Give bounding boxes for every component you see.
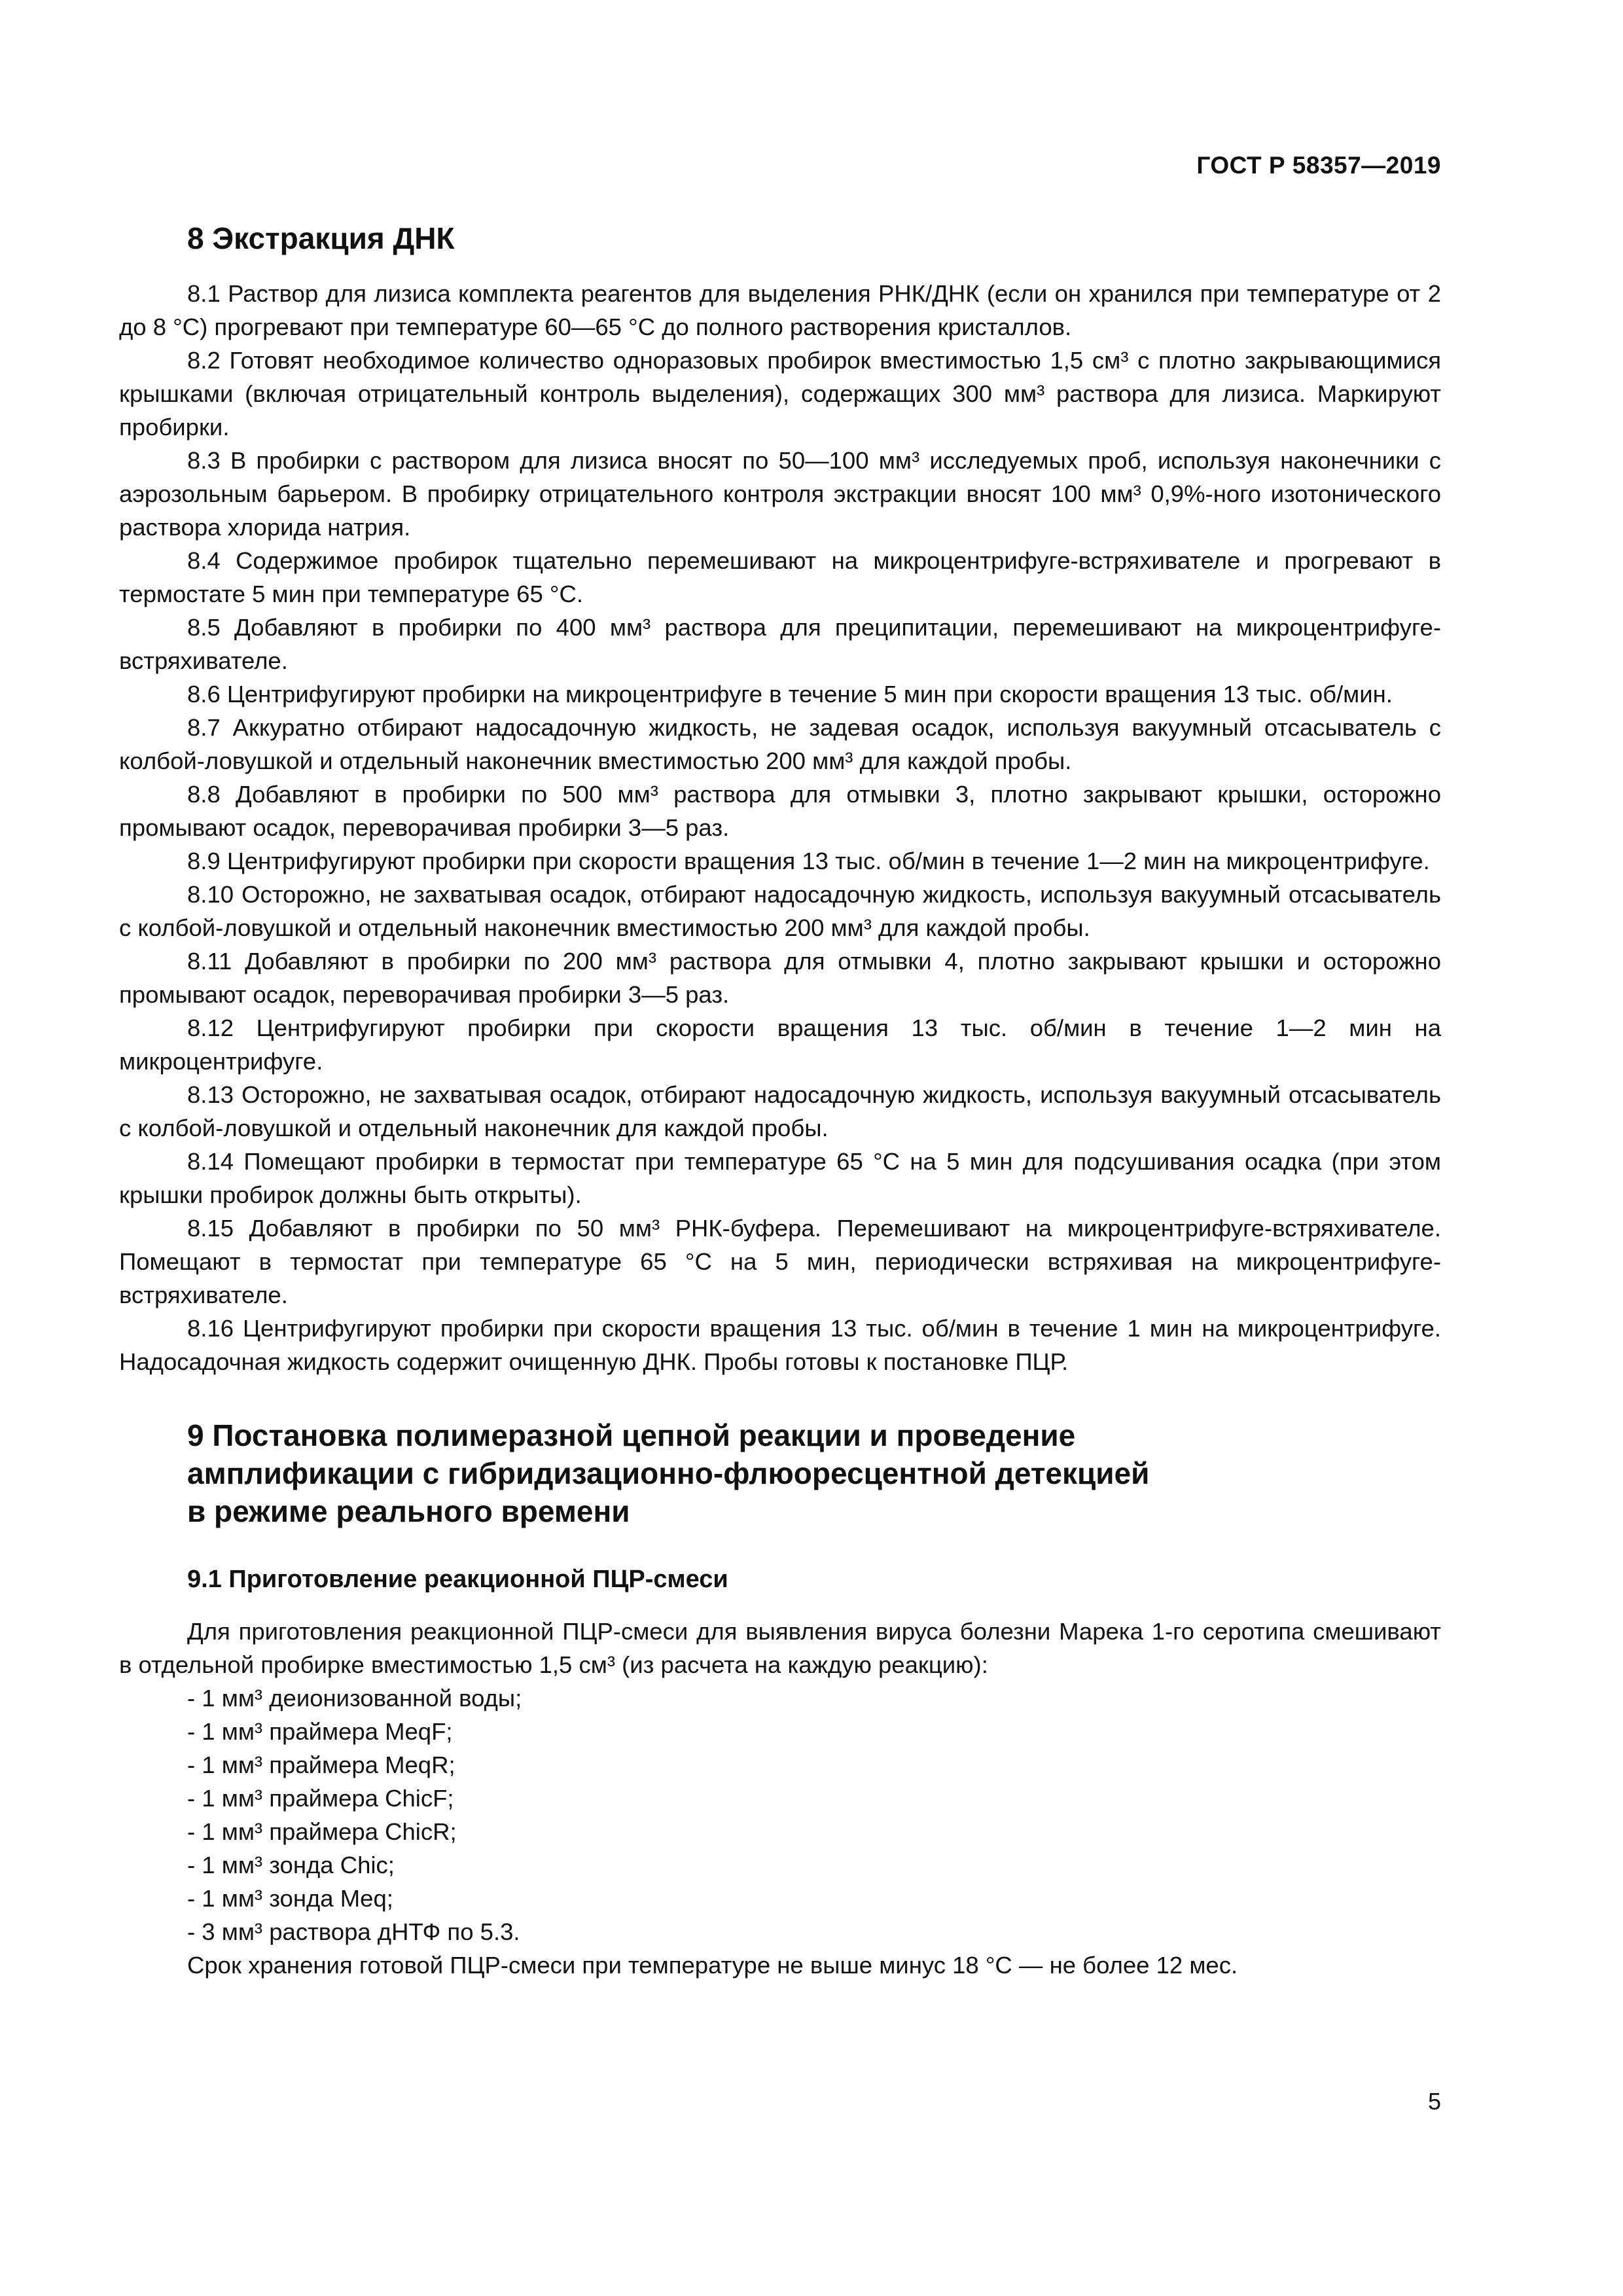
section-9-title-line-1: 9 Постановка полимеразной цепной реакции и проведение: [187, 1418, 1076, 1452]
paragraph-8-7: 8.7 Аккуратно отбирают надосадочную жидкость, не задевая осадок, используя вакуумный отсасыватель с колбой-ловушкой и отдельный наконечник вместимостью 200 мм³ для каждой пробы.: [119, 714, 1441, 774]
section-9-title-line-2: амплификации с гибридизационно-флюоресцентной детекцией: [187, 1456, 1150, 1490]
section-9-1-intro: Для приготовления реакционной ПЦР-смеси для выявления вируса болезни Марека 1-го серотипа смешивают в отдельной пробирке вместимостью 1,5 см³ (из расчета на каждую реакцию):: [119, 1618, 1441, 1678]
subsection-9-1-title: 9.1 Приготовление реакционной ПЦР-смеси: [187, 1566, 728, 1593]
paragraph-8-12: 8.12 Центрифугируют пробирки при скорости вращения 13 тыс. об/мин в течение 1—2 мин на микроцентрифуге.: [119, 1014, 1441, 1075]
document-code: ГОСТ Р 58357—2019: [1196, 152, 1441, 179]
paragraph-8-15: 8.15 Добавляют в пробирки по 50 мм³ РНК-буфера. Перемешивают на микроцентрифуге-встряхивателе. Помещают в термостат при температуре 65 °С на 5 мин, периодически встряхивая на микроцентрифуге-встряхивателе.: [119, 1215, 1441, 1308]
page-number: 5: [1427, 2088, 1441, 2115]
paragraph-8-13: 8.13 Осторожно, не захватывая осадок, отбирают надосадочную жидкость, используя вакуумный отсасыватель с колбой-ловушкой и отдельный наконечник для каждой пробы.: [119, 1081, 1441, 1141]
paragraph-8-6: 8.6 Центрифугируют пробирки на микроцентрифуге в течение 5 мин при скорости вращения 13 тыс. об/мин.: [187, 681, 1393, 708]
list-item: - 1 мм³ деионизованной воды;: [187, 1685, 522, 1712]
paragraph-8-5: 8.5 Добавляют в пробирки по 400 мм³ раствора для преципитации, перемешивают на микроцентрифуге-встряхивателе.: [119, 614, 1441, 674]
section-8-body: [119, 277, 1441, 1378]
paragraph-8-10: 8.10 Осторожно, не захватывая осадок, отбирают надосадочную жидкость, используя вакуумный отсасыватель с колбой-ловушкой и отдельный наконечник вместимостью 200 мм³ для каждой пробы.: [119, 881, 1441, 941]
paragraph-8-1: 8.1 Раствор для лизиса комплекта реагентов для выделения РНК/ДНК (если он хранился при температуре от 2 до 8 °С) прогревают при температуре 60—65 °С до полного растворения кристаллов.: [119, 280, 1441, 340]
paragraph-8-11: 8.11 Добавляют в пробирки по 200 мм³ раствора для отмывки 4, плотно закрывают крышки и осторожно промывают осадок, переворачивая пробирки 3—5 раз.: [119, 948, 1441, 1008]
section-8-title: 8 Экстракция ДНК: [187, 221, 455, 255]
paragraph-8-8: 8.8 Добавляют в пробирки по 500 мм³ раствора для отмывки 3, плотно закрывают крышки, осторожно промывают осадок, переворачивая пробирки 3—5 раз.: [119, 781, 1441, 841]
paragraph-8-9: 8.9 Центрифугируют пробирки при скорости вращения 13 тыс. об/мин в течение 1—2 мин на микроцентрифуге.: [187, 848, 1430, 874]
paragraph-8-16: 8.16 Центрифугируют пробирки при скорости вращения 13 тыс. об/мин в течение 1 мин на микроцентрифуге. Надосадочная жидкость содержит очищенную ДНК. Пробы готовы к постановке ПЦР.: [119, 1315, 1441, 1375]
list-item: - 1 мм³ праймера ChicF;: [187, 1785, 454, 1812]
list-item: - 1 мм³ праймера ChicR;: [187, 1818, 457, 1845]
list-item: - 3 мм³ раствора дНТФ по 5.3.: [187, 1918, 520, 1945]
storage-note: Срок хранения готовой ПЦР-смеси при температуре не выше минус 18 °С — не более 12 мес.: [187, 1952, 1238, 1979]
paragraph-8-14: 8.14 Помещают пробирки в термостат при температуре 65 °С на 5 мин для подсушивания осадка (при этом крышки пробирок должны быть открыты).: [119, 1148, 1441, 1208]
paragraph-8-2: 8.2 Готовят необходимое количество одноразовых пробирок вместимостью 1,5 см³ с плотно закрывающимися крышками (включая отрицательный контроль выделения), содержащих 300 мм³ раствора для лизиса. Маркируют пробирки.: [119, 347, 1441, 440]
section-9-title-line-3: в режиме реального времени: [187, 1494, 630, 1528]
list-item: - 1 мм³ праймера MeqR;: [187, 1751, 455, 1778]
page-content: [119, 219, 1441, 1982]
section-9-title: [119, 1416, 1441, 1530]
paragraph-8-4: 8.4 Содержимое пробирок тщательно перемешивают на микроцентрифуге-встряхивателе и прогревают в термостате 5 мин при температуре 65 °С.: [119, 547, 1441, 607]
pcr-mix-components-list: [119, 1681, 1441, 1948]
list-item: - 1 мм³ зонда Meq;: [187, 1885, 393, 1912]
list-item: - 1 мм³ зонда Chic;: [187, 1852, 395, 1878]
list-item: - 1 мм³ праймера MeqF;: [187, 1718, 453, 1745]
paragraph-8-3: 8.3 В пробирки с раствором для лизиса вносят по 50—100 мм³ исследуемых проб, используя наконечники с аэрозольным барьером. В пробирку отрицательного контроля экстракции вносят 100 мм³ 0,9%-ного изотонического раствора хлорида натрия.: [119, 447, 1441, 541]
